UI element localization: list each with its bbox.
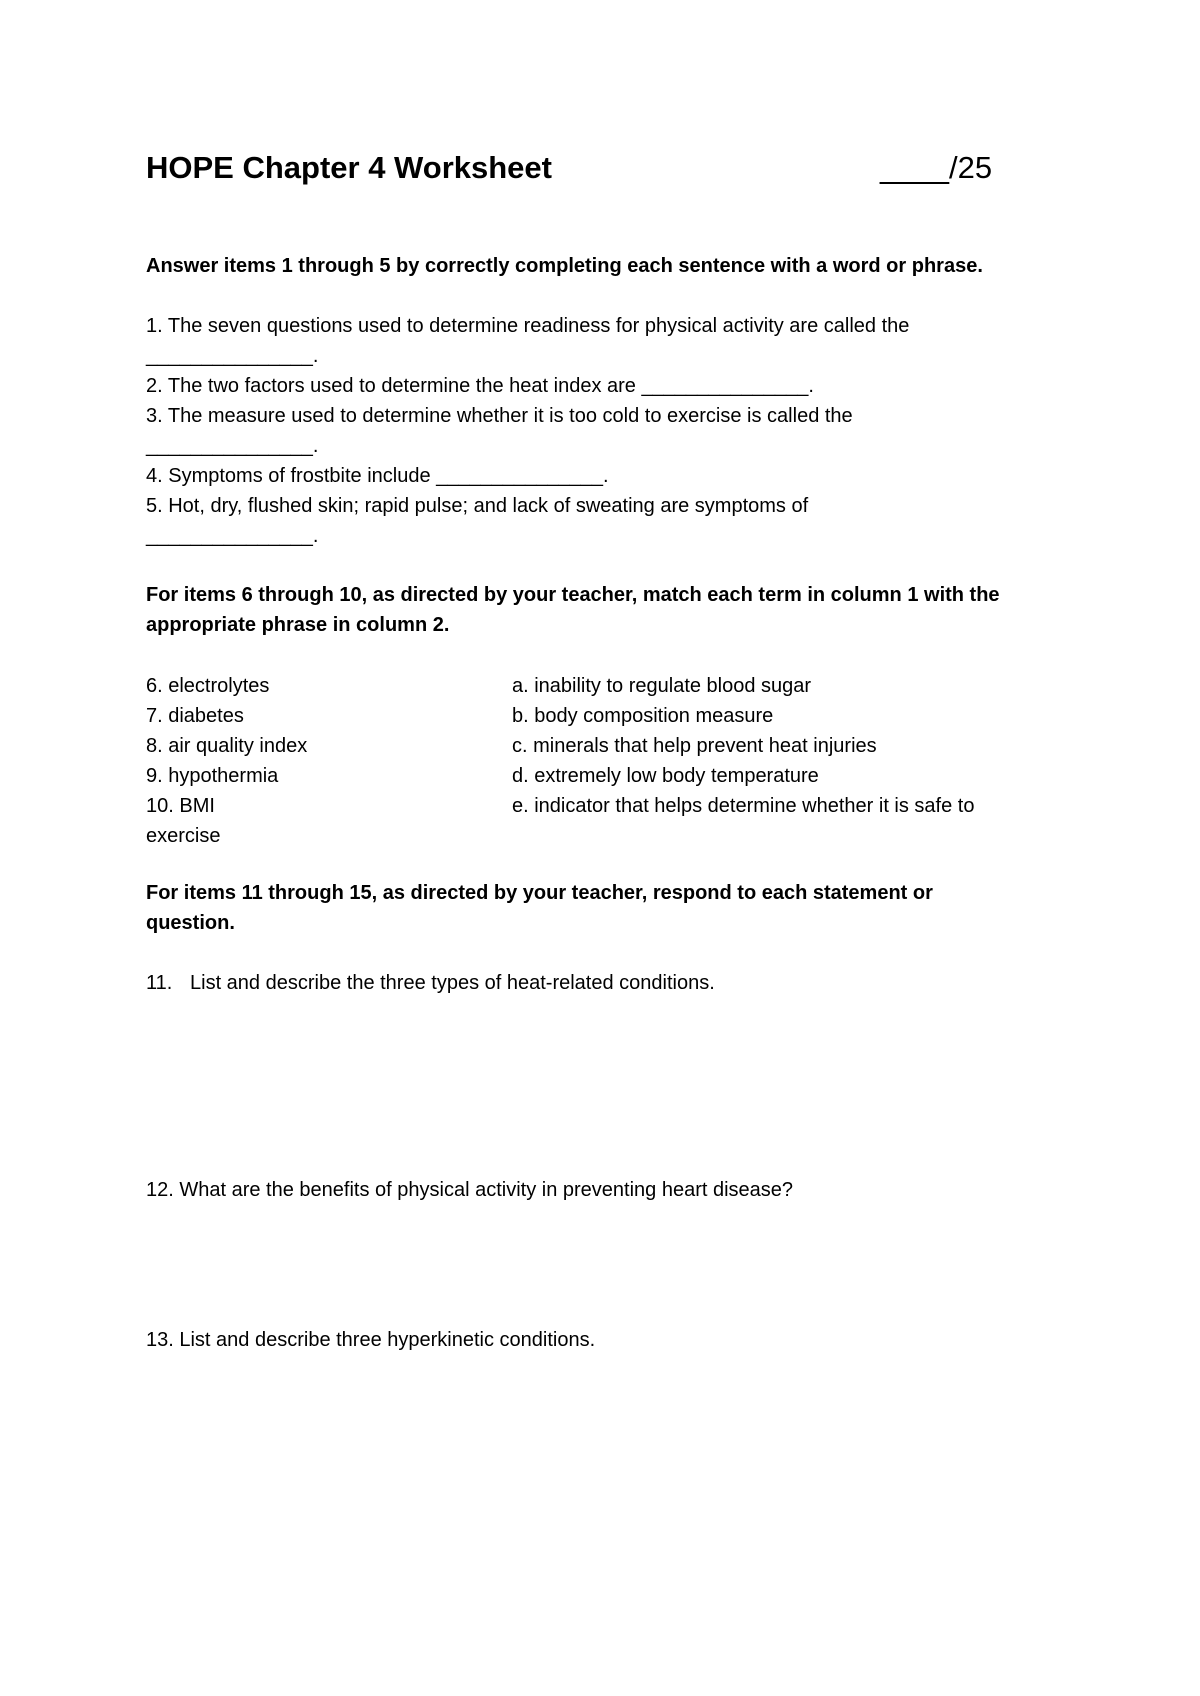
match-term-10: 10. BMI xyxy=(146,795,215,817)
question-2: 2. The two factors used to determine the heat index are _______________. xyxy=(146,375,814,397)
section2-instruction: For items 6 through 10, as directed by your teacher, match each term in column 1 with the xyxy=(146,584,1000,606)
match-phrase-d: d. extremely low body temperature xyxy=(512,765,819,787)
match-phrase-a: a. inability to regulate blood sugar xyxy=(512,675,812,697)
question-5: 5. Hot, dry, flushed skin; rapid pulse; and lack of sweating are symptoms of xyxy=(146,495,809,517)
match-term-6: 6. electrolytes xyxy=(146,675,270,697)
question-1-blank: _______________. xyxy=(146,345,319,367)
question-11-number: 11. xyxy=(146,972,173,994)
section1-instruction: Answer items 1 through 5 by correctly completing each sentence with a word or phrase. xyxy=(146,255,983,277)
question-4: 4. Symptoms of frostbite include _______________. xyxy=(146,465,609,487)
question-3: 3. The measure used to determine whether it is too cold to exercise is called the xyxy=(146,405,853,427)
match-phrase-e: e. indicator that helps determine whether it is safe to xyxy=(512,795,975,817)
question-11: List and describe the three types of heat-related conditions. xyxy=(190,972,715,994)
section3-instruction-cont: question. xyxy=(146,912,235,934)
match-phrase-e-wrap: exercise xyxy=(146,825,221,847)
question-13: 13. List and describe three hyperkinetic conditions. xyxy=(146,1329,596,1351)
match-phrase-b: b. body composition measure xyxy=(512,705,774,727)
question-3-blank: _______________. xyxy=(146,435,319,457)
question-12: 12. What are the benefits of physical activity in preventing heart disease? xyxy=(146,1179,794,1201)
page-title: HOPE Chapter 4 Worksheet xyxy=(146,150,552,185)
score-field: ____/25 xyxy=(880,150,993,185)
section2-instruction-cont: appropriate phrase in column 2. xyxy=(146,614,450,636)
question-5-blank: _______________. xyxy=(146,525,319,547)
match-phrase-c: c. minerals that help prevent heat injuries xyxy=(512,735,877,757)
match-term-8: 8. air quality index xyxy=(146,735,308,757)
match-term-9: 9. hypothermia xyxy=(146,765,279,787)
section3-instruction: For items 11 through 15, as directed by your teacher, respond to each statement or xyxy=(146,882,933,904)
match-term-7: 7. diabetes xyxy=(146,705,244,727)
question-1: 1. The seven questions used to determine readiness for physical activity are called the xyxy=(146,315,910,337)
